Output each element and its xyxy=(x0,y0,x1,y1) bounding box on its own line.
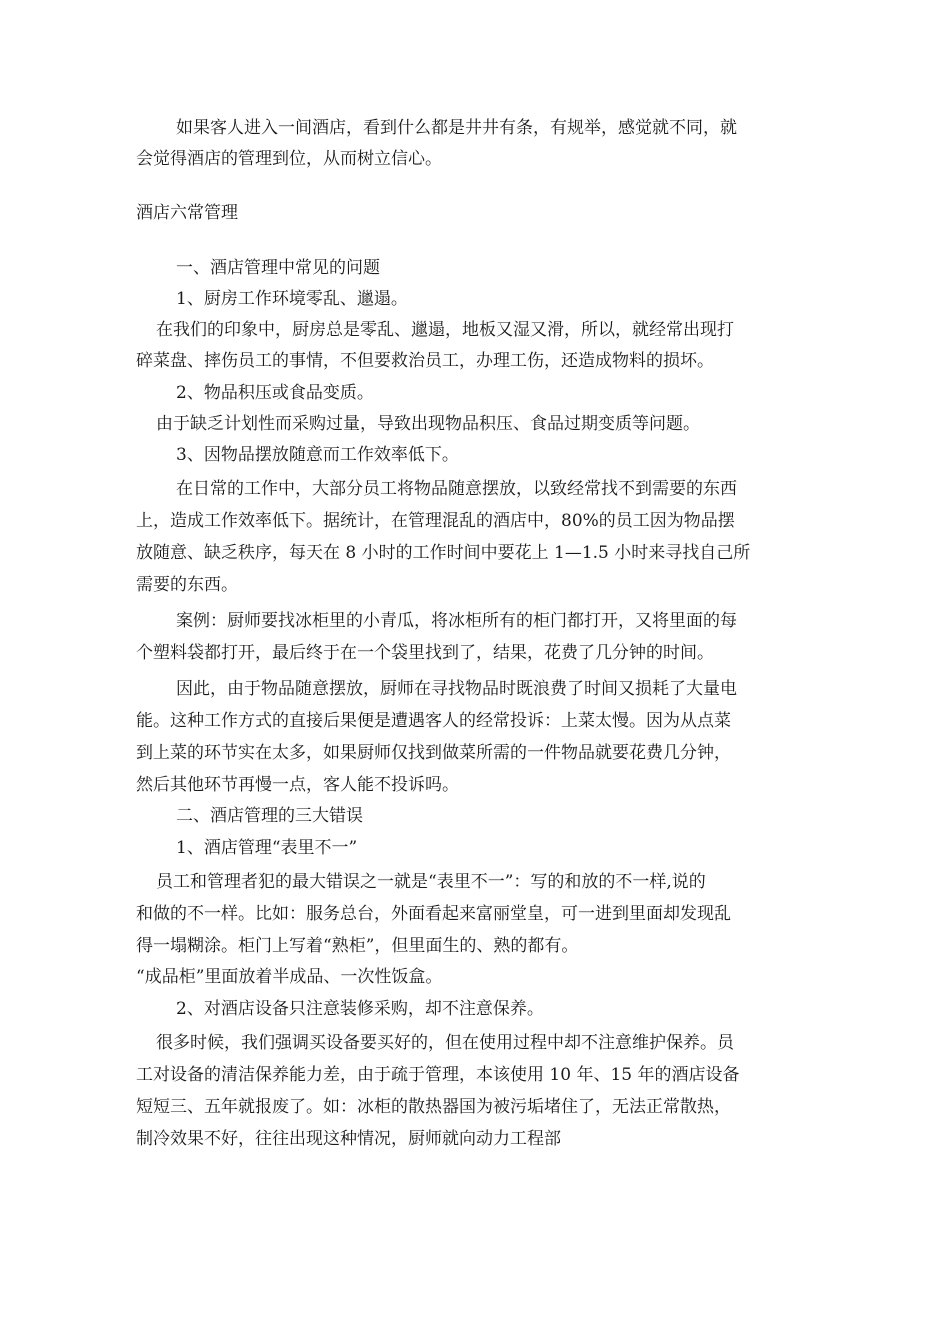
body-line: 员工和管理者犯的最大错误之一就是“表里不一”：写的和放的不一样,说的 xyxy=(156,872,706,892)
body-line: 由于缺乏计划性而采购过量，导致出现物品积压、食品过期变质等问题。 xyxy=(156,414,700,434)
body-line: 需要的东西。 xyxy=(136,575,238,595)
body-line: 工对设备的清洁保养能力差，由于疏于管理，本该使用 10 年、15 年的酒店设备 xyxy=(136,1065,740,1085)
body-line: 案例：厨师要找冰柜里的小青瓜，将冰柜所有的柜门都打开，又将里面的每 xyxy=(176,611,737,631)
item-heading: 2、对酒店设备只注意装修采购，却不注意保养。 xyxy=(176,999,544,1019)
item-heading: 1、酒店管理“表里不一” xyxy=(176,838,358,858)
section-heading: 酒店六常管理 xyxy=(136,203,238,223)
item-heading: 2、物品积压或食品变质。 xyxy=(176,383,374,403)
body-line: 碎菜盘、摔伤员工的事情，不但要救治员工，办理工伤，还造成物料的损坏。 xyxy=(136,351,714,371)
subsection-heading: 二、酒店管理的三大错误 xyxy=(176,806,363,826)
subsection-heading: 一、酒店管理中常见的问题 xyxy=(176,258,380,278)
body-line: 和做的不一样。比如：服务总台，外面看起来富丽堂皇，可一进到里面却发现乱 xyxy=(136,904,731,924)
body-line: 然后其他环节再慢一点，客人能不投诉吗。 xyxy=(136,775,459,795)
body-line: 短短三、五年就报废了。如：冰柜的散热器国为被污垢堵住了，无法正常散热， xyxy=(136,1097,731,1117)
body-line: 如果客人进入一间酒店，看到什么都是井井有条，有规举，感觉就不同，就 xyxy=(176,118,737,138)
body-line: 制冷效果不好，往往出现这种情况，厨师就向动力工程部 xyxy=(136,1129,561,1149)
body-line: 能。这种工作方式的直接后果便是遭遇客人的经常投诉：上菜太慢。因为从点菜 xyxy=(136,711,731,731)
body-line: 个塑料袋都打开，最后终于在一个袋里找到了，结果，花费了几分钟的时间。 xyxy=(136,643,714,663)
body-line: 放随意、缺乏秩序，每天在 8 小时的工作时间中要花上 1—1.5 小时来寻找自己所 xyxy=(136,543,751,563)
item-heading: 3、因物品摆放随意而工作效率低下。 xyxy=(176,445,459,465)
body-line: “成品柜”里面放着半成品、一次性饭盒。 xyxy=(136,967,443,987)
body-line: 到上菜的环节实在太多，如果厨师仅找到做菜所需的一件物品就要花费几分钟， xyxy=(136,743,731,763)
body-line: 很多时候，我们强调买设备要买好的，但在使用过程中却不注意维护保养。员 xyxy=(156,1033,734,1053)
body-line: 上，造成工作效率低下。据统计，在管理混乱的酒店中，80%的员工因为物品摆 xyxy=(136,511,735,531)
body-line: 在日常的工作中，大部分员工将物品随意摆放，以致经常找不到需要的东西 xyxy=(176,479,737,499)
body-line: 得一塌糊涂。柜门上写着“熟柜”，但里面生的、熟的都有。 xyxy=(136,936,579,956)
body-line: 因此，由于物品随意摆放，厨师在寻找物品时既浪费了时间又损耗了大量电 xyxy=(176,679,737,699)
body-line: 会觉得酒店的管理到位，从而树立信心。 xyxy=(136,149,442,169)
item-heading: 1、厨房工作环境零乱、邋遢。 xyxy=(176,289,408,309)
body-line: 在我们的印象中，厨房总是零乱、邋遢，地板又湿又滑，所以，就经常出现打 xyxy=(156,320,734,340)
